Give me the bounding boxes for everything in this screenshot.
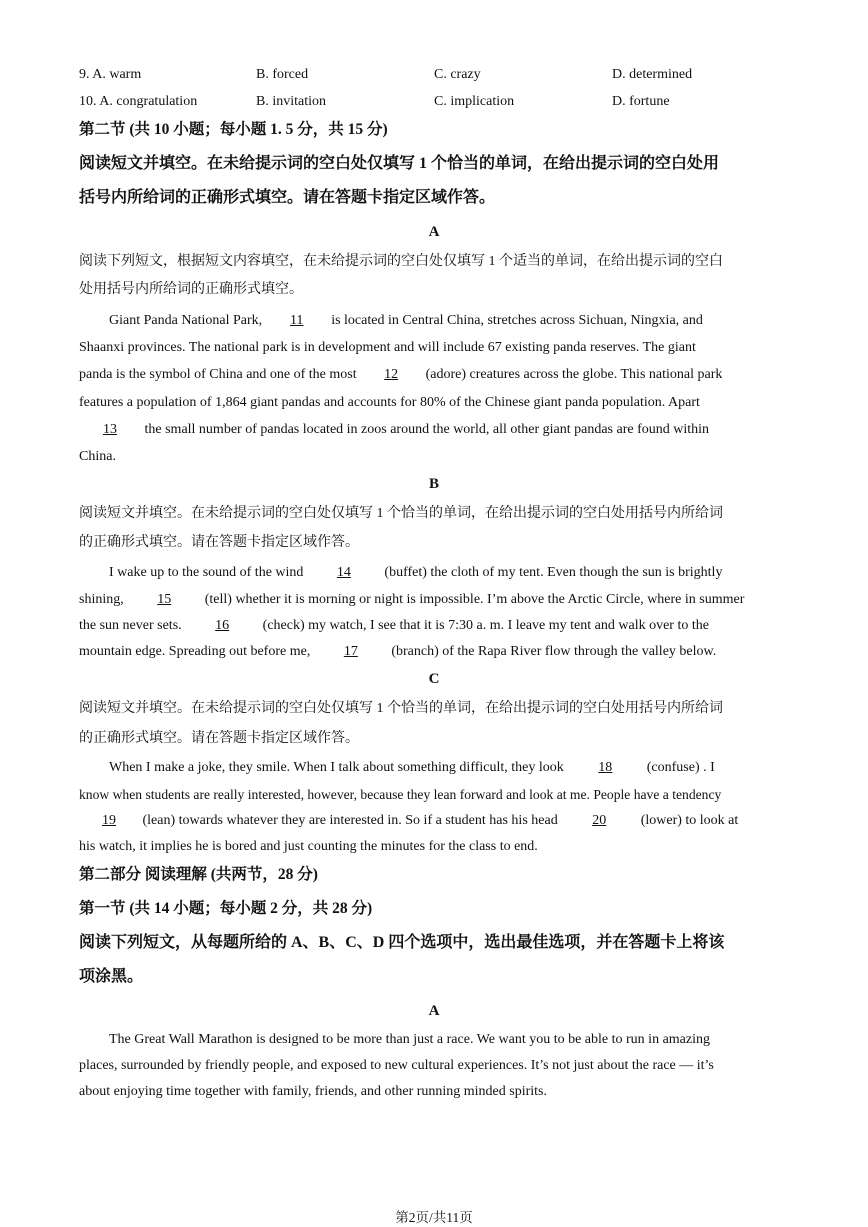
part-2-instruction-line1: 阅读下列短文，从每题所给的 A、B、C、D 四个选项中，选出最佳选项，并在答题卡上将该 — [79, 934, 725, 951]
option-a: 9. A. warm — [79, 67, 142, 82]
text: (buffet) the cloth of my tent. Even though the sun is brightly — [380, 565, 723, 580]
question-10-options — [79, 94, 799, 114]
part-c-paragraph-line3 — [79, 811, 791, 831]
part-b-letter: B — [428, 476, 439, 492]
part-b-paragraph-line4 — [79, 642, 791, 662]
part-b-paragraph-line2 — [79, 590, 791, 610]
part-a-paragraph-line2: Shaanxi provinces. The national park is in development and will include 67 existing panda reserves. The giant — [79, 340, 696, 355]
part-a-paragraph-line5 — [79, 420, 791, 440]
part-b-instruction-line1: 阅读短文并填空。在未给提示词的空白处仅填写 1 个恰当的单词，在给出提示词的空白处用括号内所给词 — [79, 506, 723, 521]
option-b: B. forced — [256, 67, 309, 82]
text: (lower) to look at — [637, 813, 739, 828]
part-b-paragraph-line3 — [79, 616, 791, 636]
reading-a-line1: The Great Wall Marathon is designed to be more than just a race. We want you to be able to run in amazing — [109, 1032, 710, 1047]
option-a: 10. A. congratulation — [79, 94, 198, 109]
part-c-instruction-line1: 阅读短文并填空。在未给提示词的空白处仅填写 1 个恰当的单词，在给出提示词的空白处用括号内所给词 — [79, 701, 723, 716]
option-c: C. crazy — [434, 67, 481, 82]
section-instruction-line1: 阅读短文并填空。在未给提示词的空白处仅填写 1 个恰当的单词，在给出提示词的空白处用 — [79, 155, 720, 172]
section-heading: 第二节 (共 10 小题；每小题 1. 5 分，共 15 分) — [79, 121, 388, 138]
blank-18[interactable]: 18 — [598, 760, 613, 775]
reading-a-line3: about enjoying time together with family, friends, and other running minded spirits. — [79, 1084, 548, 1099]
part-a-instruction-line1: 阅读下列短文，根据短文内容填空，在未给提示词的空白处仅填写 1 个适当的单词，在给出提示词的空白 — [79, 254, 723, 269]
part-a-letter: A — [428, 224, 440, 240]
page-number: 第2页/共11页 — [395, 1210, 473, 1225]
part-a-paragraph-line3 — [79, 365, 791, 385]
part-2-sub-heading: 第一节 (共 14 小题；每小题 2 分，共 28 分) — [79, 900, 373, 917]
part-b-paragraph-line1 — [79, 563, 791, 583]
part-b-instruction-line2: 的正确形式填空。请在答题卡指定区域作答。 — [79, 535, 359, 550]
text: the small number of pandas located in zoos around the world, all other giant pandas are found within — [141, 422, 710, 437]
text: (adore) creatures across the globe. This national park — [422, 367, 723, 382]
text: (branch) of the Rapa River flow through the valley below. — [387, 644, 717, 659]
part-c-instruction-line2: 的正确形式填空。请在答题卡指定区域作答。 — [79, 731, 359, 746]
text: the sun never sets. — [79, 618, 186, 633]
text: (tell) whether it is morning or night is impossible. I’m above the Arctic Circle, where in summer — [201, 592, 745, 607]
part-a-paragraph-line6: China. — [79, 449, 116, 464]
text: When I make a joke, they smile. When I talk about something difficult, they look — [109, 760, 568, 775]
text: panda is the symbol of China and one of the most — [79, 367, 361, 382]
part-a-paragraph-line1 — [79, 311, 791, 331]
section-instruction-line2: 括号内所给词的正确形式填空。请在答题卡指定区域作答。 — [79, 189, 496, 206]
text: shining, — [79, 592, 128, 607]
part-a-paragraph-line4: features a population of 1,864 giant pandas and accounts for 80% of the Chinese giant panda population. Apart — [79, 395, 700, 410]
part-a-instruction-line2: 处用括号内所给词的正确形式填空。 — [79, 282, 303, 297]
blank-16[interactable]: 16 — [215, 618, 230, 633]
option-d: D. fortune — [612, 94, 670, 109]
reading-a-letter: A — [428, 1003, 440, 1019]
option-c: C. implication — [434, 94, 515, 109]
part-c-paragraph-line2: know when students are really interested, however, because they lean forward and look at me. People have a tendency — [79, 787, 722, 802]
reading-a-line2: places, surrounded by friendly people, and exposed to new cultural experiences. It’s not just about the race — it’s — [79, 1058, 714, 1073]
text: I wake up to the sound of the wind — [109, 565, 307, 580]
part-2-instruction-line2: 项涂黑。 — [79, 968, 144, 985]
part-c-letter: C — [428, 671, 440, 687]
blank-14[interactable]: 14 — [336, 565, 351, 580]
text: is located in Central China, stretches across Sichuan, Ningxia, and — [327, 313, 703, 328]
blank-19[interactable]: 19 — [102, 813, 116, 828]
blank-15[interactable]: 15 — [157, 592, 172, 607]
text: Giant Panda National Park, — [109, 313, 266, 328]
part-2-heading: 第二部分 阅读理解 (共两节，28 分) — [79, 866, 318, 883]
text: (check) my watch, I see that it is 7:30 a. m. I leave my tent and walk over to the — [259, 618, 709, 633]
question-9-options — [79, 67, 799, 87]
blank-17[interactable]: 17 — [343, 644, 358, 659]
text: mountain edge. Spreading out before me, — [79, 644, 314, 659]
blank-20[interactable]: 20 — [592, 813, 607, 828]
blank-13[interactable]: 13 — [103, 422, 117, 437]
option-b: B. invitation — [256, 94, 326, 109]
blank-11[interactable]: 11 — [289, 313, 304, 328]
part-c-paragraph-line4: his watch, it implies he is bored and just counting the minutes for the class to end. — [79, 839, 538, 854]
text: (lean) towards whatever they are interested in. So if a student has his head — [139, 813, 562, 828]
text: (confuse) . I — [643, 760, 715, 775]
part-c-paragraph-line1 — [79, 758, 791, 778]
blank-12[interactable]: 12 — [384, 367, 399, 382]
option-d: D. determined — [612, 67, 693, 82]
